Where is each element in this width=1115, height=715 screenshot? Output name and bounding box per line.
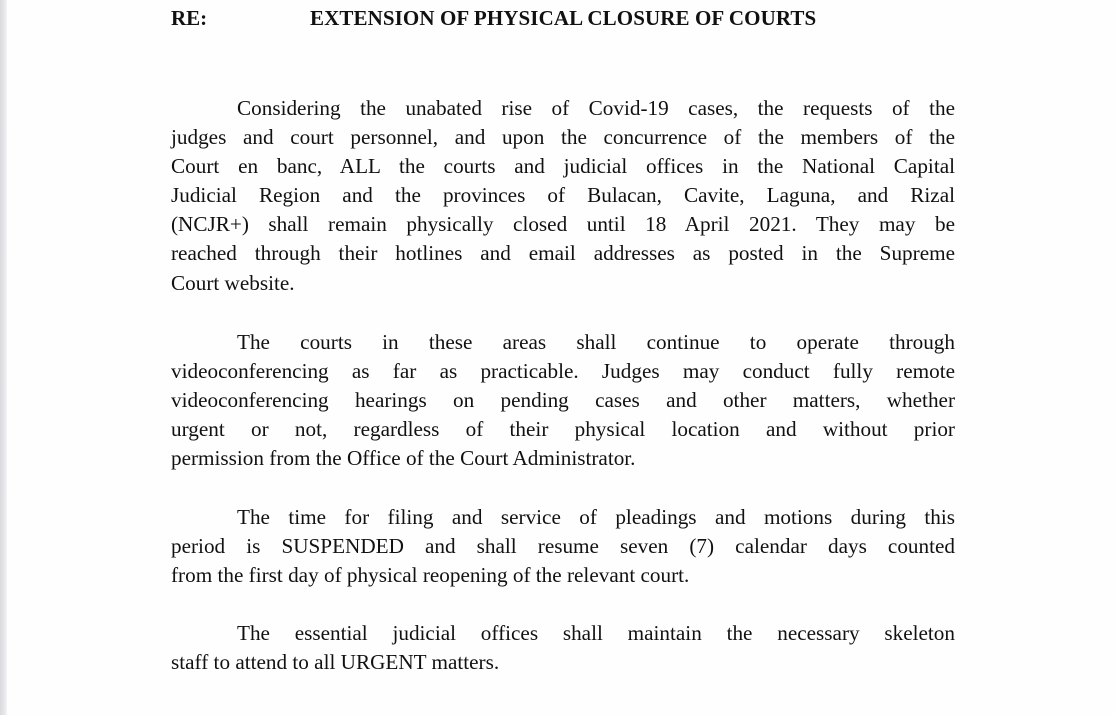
re-label: RE: (171, 6, 208, 30)
page-edge-shadow (0, 0, 7, 715)
paragraph-line: The time for filing and service of pleadings and motions during this (237, 505, 955, 529)
paragraph-line: staff to attend to all URGENT matters. (171, 650, 500, 675)
paragraph-line: videoconferencing hearings on pending cases and other matters, whether (171, 388, 955, 413)
paragraph-skeleton-staff (171, 619, 955, 677)
paragraph-line: The courts in these areas shall continue to operate through (237, 330, 955, 354)
paragraph-line: The essential judicial offices shall maintain the necessary skeleton (237, 621, 955, 645)
subject-line (171, 6, 955, 36)
paragraph-videoconferencing (171, 328, 955, 473)
paragraph-filing-suspension (171, 503, 955, 590)
subject-title: EXTENSION OF PHYSICAL CLOSURE OF COURTS (310, 6, 817, 30)
paragraph-line: urgent or not, regardless of their physical location and without prior (171, 417, 955, 442)
paragraph-line: judges and court personnel, and upon the concurrence of the members of the (171, 125, 955, 150)
paragraph-closure (171, 94, 955, 298)
paragraph-line: permission from the Office of the Court Administrator. (171, 446, 636, 471)
paragraph-line: videoconferencing as far as practicable. Judges may conduct fully remote (171, 359, 955, 384)
paragraph-line: reached through their hotlines and email addresses as posted in the Supreme (171, 241, 955, 266)
paragraph-line: Judicial Region and the provinces of Bulacan, Cavite, Laguna, and Rizal (171, 183, 955, 208)
paragraph-line: period is SUSPENDED and shall resume seven (7) calendar days counted (171, 534, 955, 559)
paragraph-line: Considering the unabated rise of Covid-19 cases, the requests of the (237, 96, 955, 120)
paragraph-line: from the first day of physical reopening of the relevant court. (171, 563, 690, 588)
paragraph-line: Court website. (171, 270, 295, 295)
paragraph-line: Court en banc, ALL the courts and judicial offices in the National Capital (171, 154, 955, 179)
paragraph-line: (NCJR+) shall remain physically closed until 18 April 2021. They may be (171, 212, 955, 237)
